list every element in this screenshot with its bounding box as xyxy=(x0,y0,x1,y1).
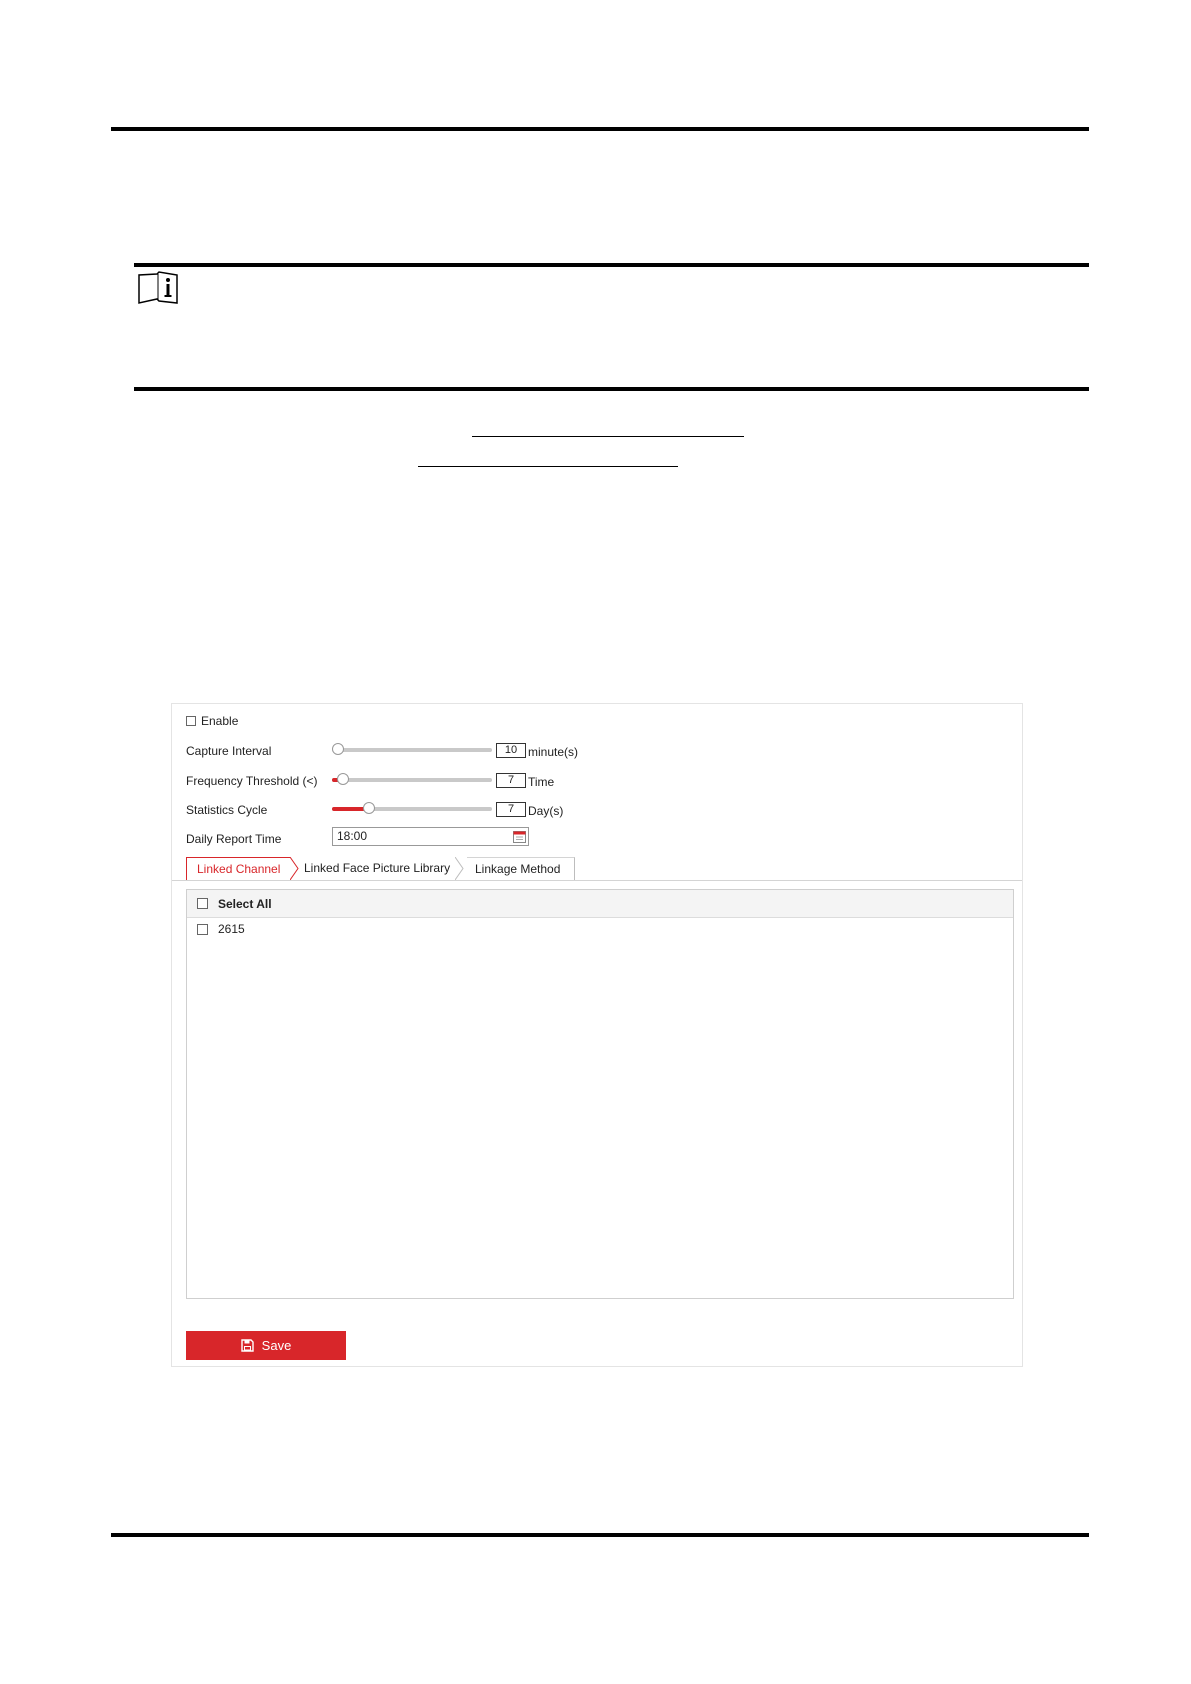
statistics-cycle-slider[interactable] xyxy=(332,803,492,815)
capture-interval-input[interactable]: 10 xyxy=(496,743,526,758)
frequency-threshold-label: Frequency Threshold (<) xyxy=(186,774,318,788)
select-all-label: Select All xyxy=(218,896,272,911)
enable-row xyxy=(186,714,238,728)
daily-report-time-value: 18:00 xyxy=(337,829,368,843)
save-icon xyxy=(241,1339,254,1352)
channel-list-header xyxy=(187,890,1013,918)
frequency-threshold-unit: Time xyxy=(528,775,555,789)
footer-rule xyxy=(111,1533,1089,1537)
enable-label: Enable xyxy=(201,714,239,728)
statistics-cycle-input[interactable]: 7 xyxy=(496,802,526,817)
channel-checkbox[interactable] xyxy=(197,924,208,935)
slider-handle[interactable] xyxy=(332,743,344,755)
slider-handle[interactable] xyxy=(337,773,349,785)
channel-label: 2615 xyxy=(218,922,245,936)
tab-linked-face-picture-library[interactable]: Linked Face Picture Library xyxy=(304,861,451,875)
cross-reference-underline-1 xyxy=(472,436,744,437)
note-top-rule xyxy=(134,263,1089,267)
slider-handle[interactable] xyxy=(363,802,375,814)
tab-separator-chevron-icon xyxy=(455,857,465,880)
capture-interval-label: Capture Interval xyxy=(186,744,272,758)
cross-reference-underline-2 xyxy=(418,466,678,467)
tab-separator-chevron-icon xyxy=(290,857,300,880)
save-label: Save xyxy=(261,1338,292,1353)
capture-interval-slider[interactable] xyxy=(332,744,492,756)
daily-report-time-label: Daily Report Time xyxy=(186,832,282,846)
tab-linked-channel[interactable]: Linked Channel xyxy=(186,857,290,880)
calendar-icon[interactable] xyxy=(513,830,526,843)
daily-report-time-input[interactable] xyxy=(332,827,529,846)
statistics-cycle-unit: Day(s) xyxy=(528,804,564,818)
header-rule xyxy=(111,127,1089,131)
statistics-cycle-label: Statistics Cycle xyxy=(186,803,268,817)
enable-checkbox[interactable] xyxy=(186,716,196,726)
frequency-threshold-input[interactable]: 7 xyxy=(496,773,526,788)
select-all-checkbox[interactable] xyxy=(197,898,208,909)
capture-interval-unit: minute(s) xyxy=(528,745,579,759)
channel-list xyxy=(186,889,1014,1299)
list-item[interactable] xyxy=(187,919,245,939)
save-button[interactable] xyxy=(186,1331,346,1360)
face-frequency-settings-panel xyxy=(171,703,1023,1367)
note-book-icon xyxy=(137,271,179,305)
tab-bar xyxy=(172,857,1022,881)
tab-linkage-method[interactable]: Linkage Method xyxy=(467,857,575,880)
note-bottom-rule xyxy=(134,387,1089,391)
frequency-threshold-slider[interactable] xyxy=(332,774,492,786)
